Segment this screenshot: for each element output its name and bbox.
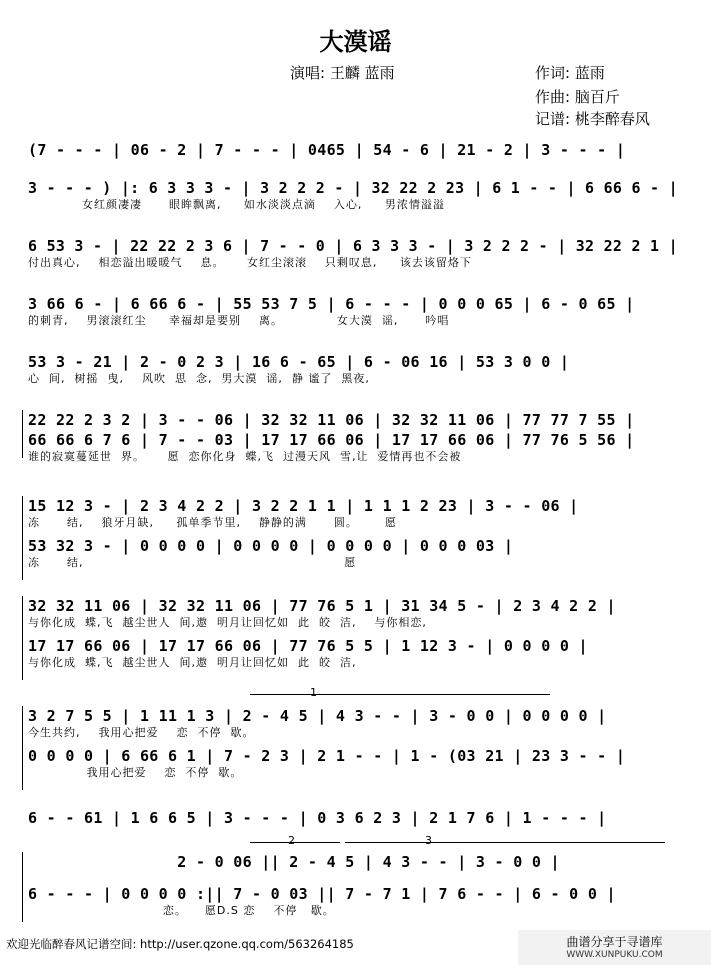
score-system: [28, 852, 668, 918]
volta-bracket-1: [250, 694, 550, 695]
volta-label: 2: [288, 834, 295, 847]
notation-line: 6 53 3 - | 22 22 2 3 6 | 7 - - 0 | 6 3 3 3 - | 3 2 2 2 - | 32 22 2 1 |: [28, 237, 678, 255]
score-system: [28, 178, 678, 212]
lyric-line: 女红颜凄凄 眼眸飘离, 如水淡淡点滴 入心, 男浓情溢溢: [28, 198, 445, 211]
singers: 演唱: 王麟 蓝雨: [290, 64, 395, 82]
score-system: [28, 410, 668, 464]
notation-line-lower: 17 17 66 06 | 17 17 66 06 | 77 76 5 5 | 1 12 3 - | 0 0 0 0 |: [28, 637, 588, 655]
score-system: [28, 706, 668, 780]
transcriber: 记谱: 桃李醉春风: [535, 110, 650, 128]
volta-label: 1: [310, 686, 317, 699]
notation-line: 53 3 - 21 | 2 - 0 2 3 | 16 6 - 65 | 6 - 06 16 | 53 3 0 0 |: [28, 353, 570, 371]
notation-line-lower: 66 66 6 7 6 | 7 - - 03 | 17 17 66 06 | 17 17 66 06 | 77 76 5 56 |: [28, 431, 635, 449]
score-system: [28, 596, 668, 670]
lyricist: 作词: 蓝雨: [535, 64, 605, 82]
page-title: 大漠谣: [319, 28, 392, 56]
notation-line-upper: 2 - 0 06 || 2 - 4 5 | 4 3 - - | 3 - 0 0 |: [28, 853, 560, 871]
notation-line-lower: 6 - - - | 0 0 0 0 :|| 7 - 0 03 || 7 - 7 1 | 7 6 - - | 6 - 0 0 |: [28, 885, 616, 903]
lyric-line: 冻 结, 愿: [28, 556, 357, 569]
lyric-line: 与你化成 蝶,飞 越尘世人 间,遨 明月让回忆如 此 皎 洁,: [28, 656, 357, 669]
lyric-line: 恋。 愿D.S 恋 不停 歇。: [28, 904, 335, 917]
score-system: [28, 808, 668, 828]
lyric-line: 冻 结, 狼牙月缺, 孤单季节里, 静静的满 圆。 愿: [28, 516, 397, 529]
watermark-badge: [518, 930, 711, 965]
lyric-line: 与你化成 蝶,飞 越尘世人 间,遨 明月让回忆如 此 皎 洁, 与你相恋,: [28, 616, 427, 629]
badge-url: WWW.XUNPUKU.COM: [566, 950, 663, 960]
lyric-line: 心 间, 树摇 曳, 风吹 思 念, 男大漠 谣, 静 谧了 黑夜,: [28, 372, 370, 385]
score-system: [28, 140, 668, 160]
score-system: [28, 496, 668, 570]
lyric-line: 谁的寂寞蔓延世 界。 愿 恋你化身 蝶,飞 过漫天风 雪,让 爱情再也不会被: [28, 450, 462, 463]
score-system: [28, 294, 668, 328]
system-bracket: [22, 596, 23, 680]
system-bracket: [22, 852, 23, 922]
notation-line-upper: 32 32 11 06 | 32 32 11 06 | 77 76 5 1 | 31 34 5 - | 2 3 4 2 2 |: [28, 597, 616, 615]
notation-line-lower: 53 32 3 - | 0 0 0 0 | 0 0 0 0 | 0 0 0 0 | 0 0 0 03 |: [28, 537, 514, 555]
lyric-line: 的刺青, 男滚滚红尘 幸福却是要别 离。 女大漠 谣, 吟唱: [28, 314, 450, 327]
lyric-line: 今生共约, 我用心把爱 恋 不停 歇。: [28, 726, 255, 739]
system-bracket: [22, 410, 23, 458]
system-bracket: [22, 706, 23, 790]
lyric-line: 付出真心, 相恋溢出暖暖气 息。 女红尘滚滚 只剩叹息, 该去该留烙下: [28, 256, 472, 269]
notation-line: 6 - - 61 | 1 6 6 5 | 3 - - - | 0 3 6 2 3 | 2 1 7 6 | 1 - - - |: [28, 809, 607, 827]
notation-line-upper: 15 12 3 - | 2 3 4 2 2 | 3 2 2 1 1 | 1 1 1 2 23 | 3 - - 06 |: [28, 497, 579, 515]
score-system: [28, 236, 678, 270]
notation-line-upper: 3 2 7 5 5 | 1 11 1 3 | 2 - 4 5 | 4 3 - - | 3 - 0 0 | 0 0 0 0 |: [28, 707, 607, 725]
volta-bracket-3: [345, 842, 665, 843]
footer-text: 欢迎光临醉春风记谱空间: http://user.qzone.qq.com/563264185: [6, 937, 354, 951]
score-system: [28, 352, 668, 386]
badge-title: 曲谱分享于寻谱库: [566, 935, 663, 949]
composer: 作曲: 脑百斤: [535, 88, 620, 106]
notation-line: (7 - - - | 06 - 2 | 7 - - - | 0465 | 54 - 6 | 21 - 2 | 3 - - - |: [28, 141, 626, 159]
volta-label: 3: [425, 834, 432, 847]
volta-bracket-2: [250, 842, 340, 843]
notation-line-upper: 22 22 2 3 2 | 3 - - 06 | 32 32 11 06 | 32 32 11 06 | 77 77 7 55 |: [28, 411, 635, 429]
lyric-line: 我用心把爱 恋 不停 歇。: [28, 766, 243, 779]
notation-line-lower: 0 0 0 0 | 6 66 6 1 | 7 - 2 3 | 2 1 - - | 1 - (03 21 | 23 3 - - |: [28, 747, 626, 765]
notation-line: 3 - - - ) |: 6 3 3 3 - | 3 2 2 2 - | 32 22 2 23 | 6 1 - - | 6 66 6 - |: [28, 179, 678, 197]
notation-line: 3 66 6 - | 6 66 6 - | 55 53 7 5 | 6 - - - | 0 0 0 65 | 6 - 0 65 |: [28, 295, 635, 313]
system-bracket: [22, 496, 23, 580]
